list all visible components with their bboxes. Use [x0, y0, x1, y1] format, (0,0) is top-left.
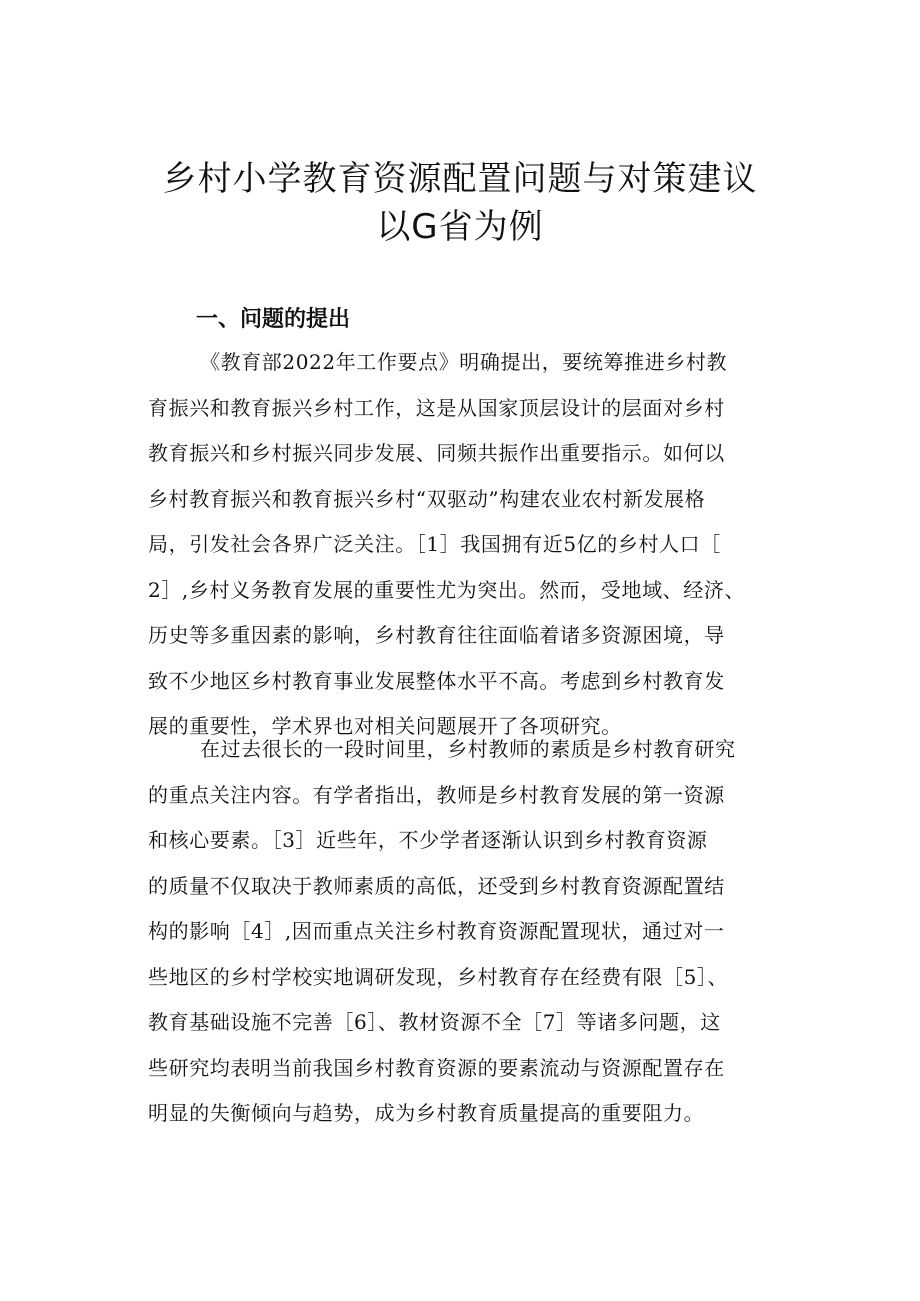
paragraph-line: 致不少地区乡村教育事业发展整体水平不高。考虑到乡村教育发 [148, 668, 725, 693]
title-line-2: 以G省为例 [376, 207, 544, 247]
paragraph-line: 在过去很长的一段时间里，乡村教师的素质是乡村教育研究 [200, 737, 736, 761]
paragraph-line: 明显的失衡倾向与趋势，成为乡村教育质量提高的重要阻力。 [148, 1101, 705, 1125]
paragraph-line: 局，引发社会各界广泛关注。［1］我国拥有近5亿的乡村人口［ [148, 532, 721, 556]
document-title [0, 155, 920, 251]
paragraph-line: 的重点关注内容。有学者指出，教师是乡村教育发展的第一资源 [148, 782, 725, 807]
paragraph-line: 和核心要素。［3］近些年，不少学者逐渐认识到乡村教育资源 [148, 828, 708, 852]
paragraph-line: 教育基础设施不完善［6］、教材资源不全［7］等诸多问题，这 [148, 1010, 721, 1034]
paragraph-line: 些地区的乡村学校实地调研发现，乡村教育存在经费有限［5］、 [148, 964, 729, 989]
section-heading: 一、问题的提出 [196, 307, 351, 332]
paragraph-line: 2］,乡村义务教育发展的重要性尤为突出。然而，受地域、经济、 [148, 577, 746, 602]
paragraph-line: 构的影响［4］,因而重点关注乡村教育资源配置现状，通过对一 [148, 919, 725, 943]
paragraph-line: 的质量不仅取决于教师素质的高低，还受到乡村教育资源配置结 [148, 873, 725, 898]
paragraph-line: 些研究均表明当前我国乡村教育资源的要素流动与资源配置存在 [148, 1055, 725, 1080]
paragraph-line: 乡村教育振兴和教育振兴乡村“双驱动”构建农业农村新发展格 [148, 486, 706, 511]
title-line-1: 乡村小学教育资源配置问题与对策建议 [162, 159, 758, 199]
paragraph-line: 育振兴和教育振兴乡村工作，这是从国家顶层设计的层面对乡村 [148, 395, 725, 420]
paragraph-line: 《教育部2022年工作要点》明确提出，要统筹推进乡村教 [200, 350, 728, 374]
paragraph-1 [148, 340, 808, 750]
paragraph-2 [148, 727, 808, 1137]
paragraph-line: 展的重要性，学术界也对相关问题展开了各项研究。 [148, 714, 622, 738]
paragraph-line: 教育振兴和乡村振兴同步发展、同频共振作出重要指示。如何以 [148, 441, 725, 465]
paragraph-line: 历史等多重因素的影响，乡村教育往往面临着诸多资源困境，导 [148, 623, 725, 647]
